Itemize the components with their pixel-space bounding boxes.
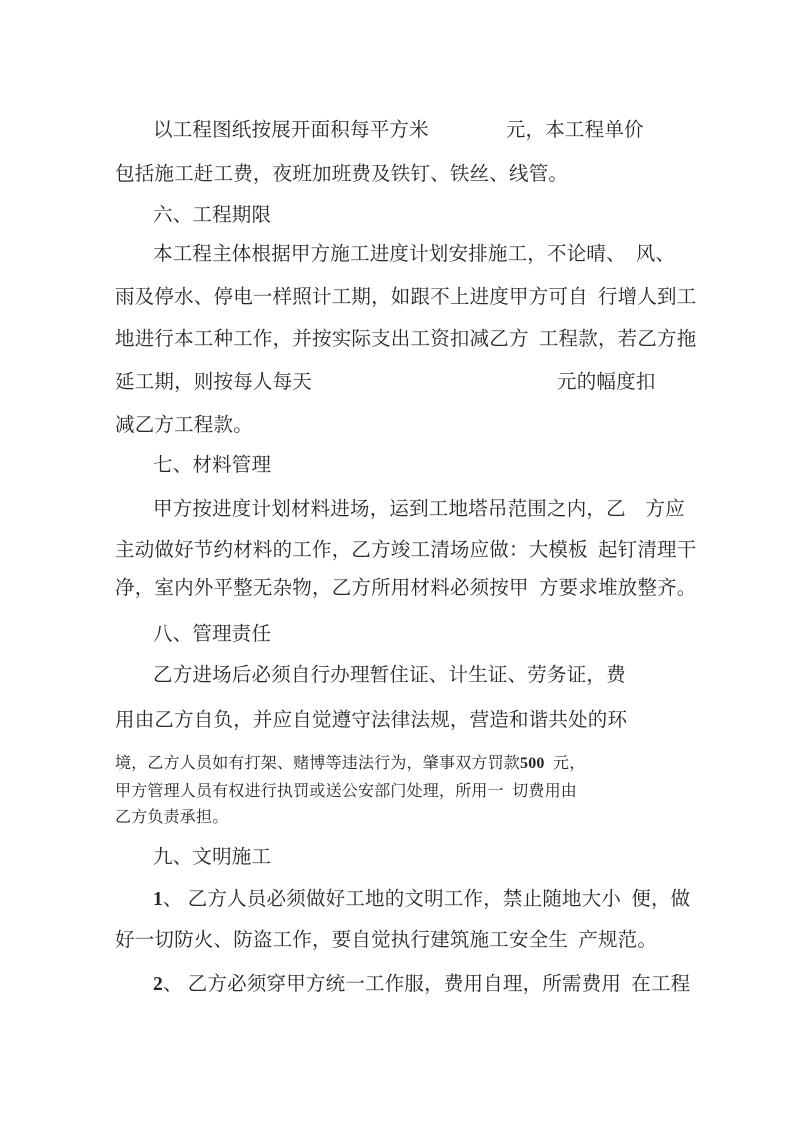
section-8-line-3-post: 元， — [544, 755, 586, 772]
section-6-heading: 六、工程期限 — [153, 205, 272, 226]
section-8-line-4: 甲方管理人员有权进行执罚或送公安部门处理，所用一 切费用由 — [115, 783, 578, 800]
clause-unit-price-line-1 — [153, 118, 644, 144]
clause-unit-price-text-left: 以工程图纸按展开面积每平方米 — [153, 120, 429, 141]
blank-penalty-per-day — [312, 387, 557, 388]
item-2-number: 2 — [153, 974, 163, 995]
section-7-line-1: 甲方按进度计划材料进场，运到工地塔吊范围之内，乙 方应 — [153, 499, 685, 520]
section-6-line-3: 地进行本工种工作，并按实际支出工资扣减乙方 工程款，若乙方拖 — [115, 329, 697, 350]
penalty-amount: 500 — [520, 755, 545, 772]
section-6-line-4-left: 延工期，则按每人每天 — [115, 372, 313, 393]
section-6-line-4-right: 元的幅度扣 — [557, 372, 656, 393]
section-9-item-2-text: 、 乙方必须穿甲方统一工作服，费用自理，所需费用 在工程 — [162, 974, 691, 995]
section-8-line-3 — [115, 752, 585, 776]
section-7-line-3: 净，室内外平整无杂物，乙方所用材料必须按甲 方要求堆放整齐。 — [115, 578, 697, 599]
section-9-item-1-line-1 — [153, 887, 690, 913]
clause-unit-price-text-right: 元，本工程单价 — [505, 120, 644, 141]
section-9-heading: 九、文明施工 — [153, 847, 272, 868]
section-8-line-1: 乙方进场后必须自行办理暂住证、计生证、劳务证，费 — [153, 665, 626, 686]
blank-amount-per-sqm — [429, 135, 506, 136]
section-8-line-2: 用由乙方自负，并应自觉遵守法律法规，营造和谐共处的环 — [115, 710, 628, 731]
section-6-line-2: 雨及停水、停电一样照计工期，如跟不上进度甲方可自 行增人到工 — [115, 287, 697, 308]
section-8-line-5: 乙方负责承担。 — [115, 809, 229, 826]
section-6-line-5: 减乙方工程款。 — [115, 415, 253, 436]
section-6-line-1: 本工程主体根据甲方施工进度计划安排施工，不论晴、 风、 — [153, 244, 676, 265]
section-7-line-2: 主动做好节约材料的工作，乙方竣工清场应做：大模板 起钉清理干 — [115, 540, 697, 561]
section-6-line-4 — [115, 370, 656, 396]
clause-unit-price-line-2: 包括施工赶工费，夜班加班费及铁钉、铁丝、线管。 — [115, 164, 569, 185]
section-8-line-3-pre: 境，乙方人员如有打架、赌博等违法行为，肇事双方罚款 — [115, 755, 521, 772]
section-7-heading: 七、材料管理 — [153, 455, 272, 476]
section-9-item-1-text: 、 乙方人员必须做好工地的文明工作，禁止随地大小 便，做 — [162, 889, 691, 910]
section-8-heading: 八、管理责任 — [153, 624, 272, 645]
item-1-number: 1 — [153, 889, 163, 910]
section-9-item-1-line-2: 好一切防火、防盗工作，要自觉执行建筑施工安全生 产规范。 — [115, 930, 658, 951]
section-9-item-2-line-1 — [153, 972, 690, 998]
